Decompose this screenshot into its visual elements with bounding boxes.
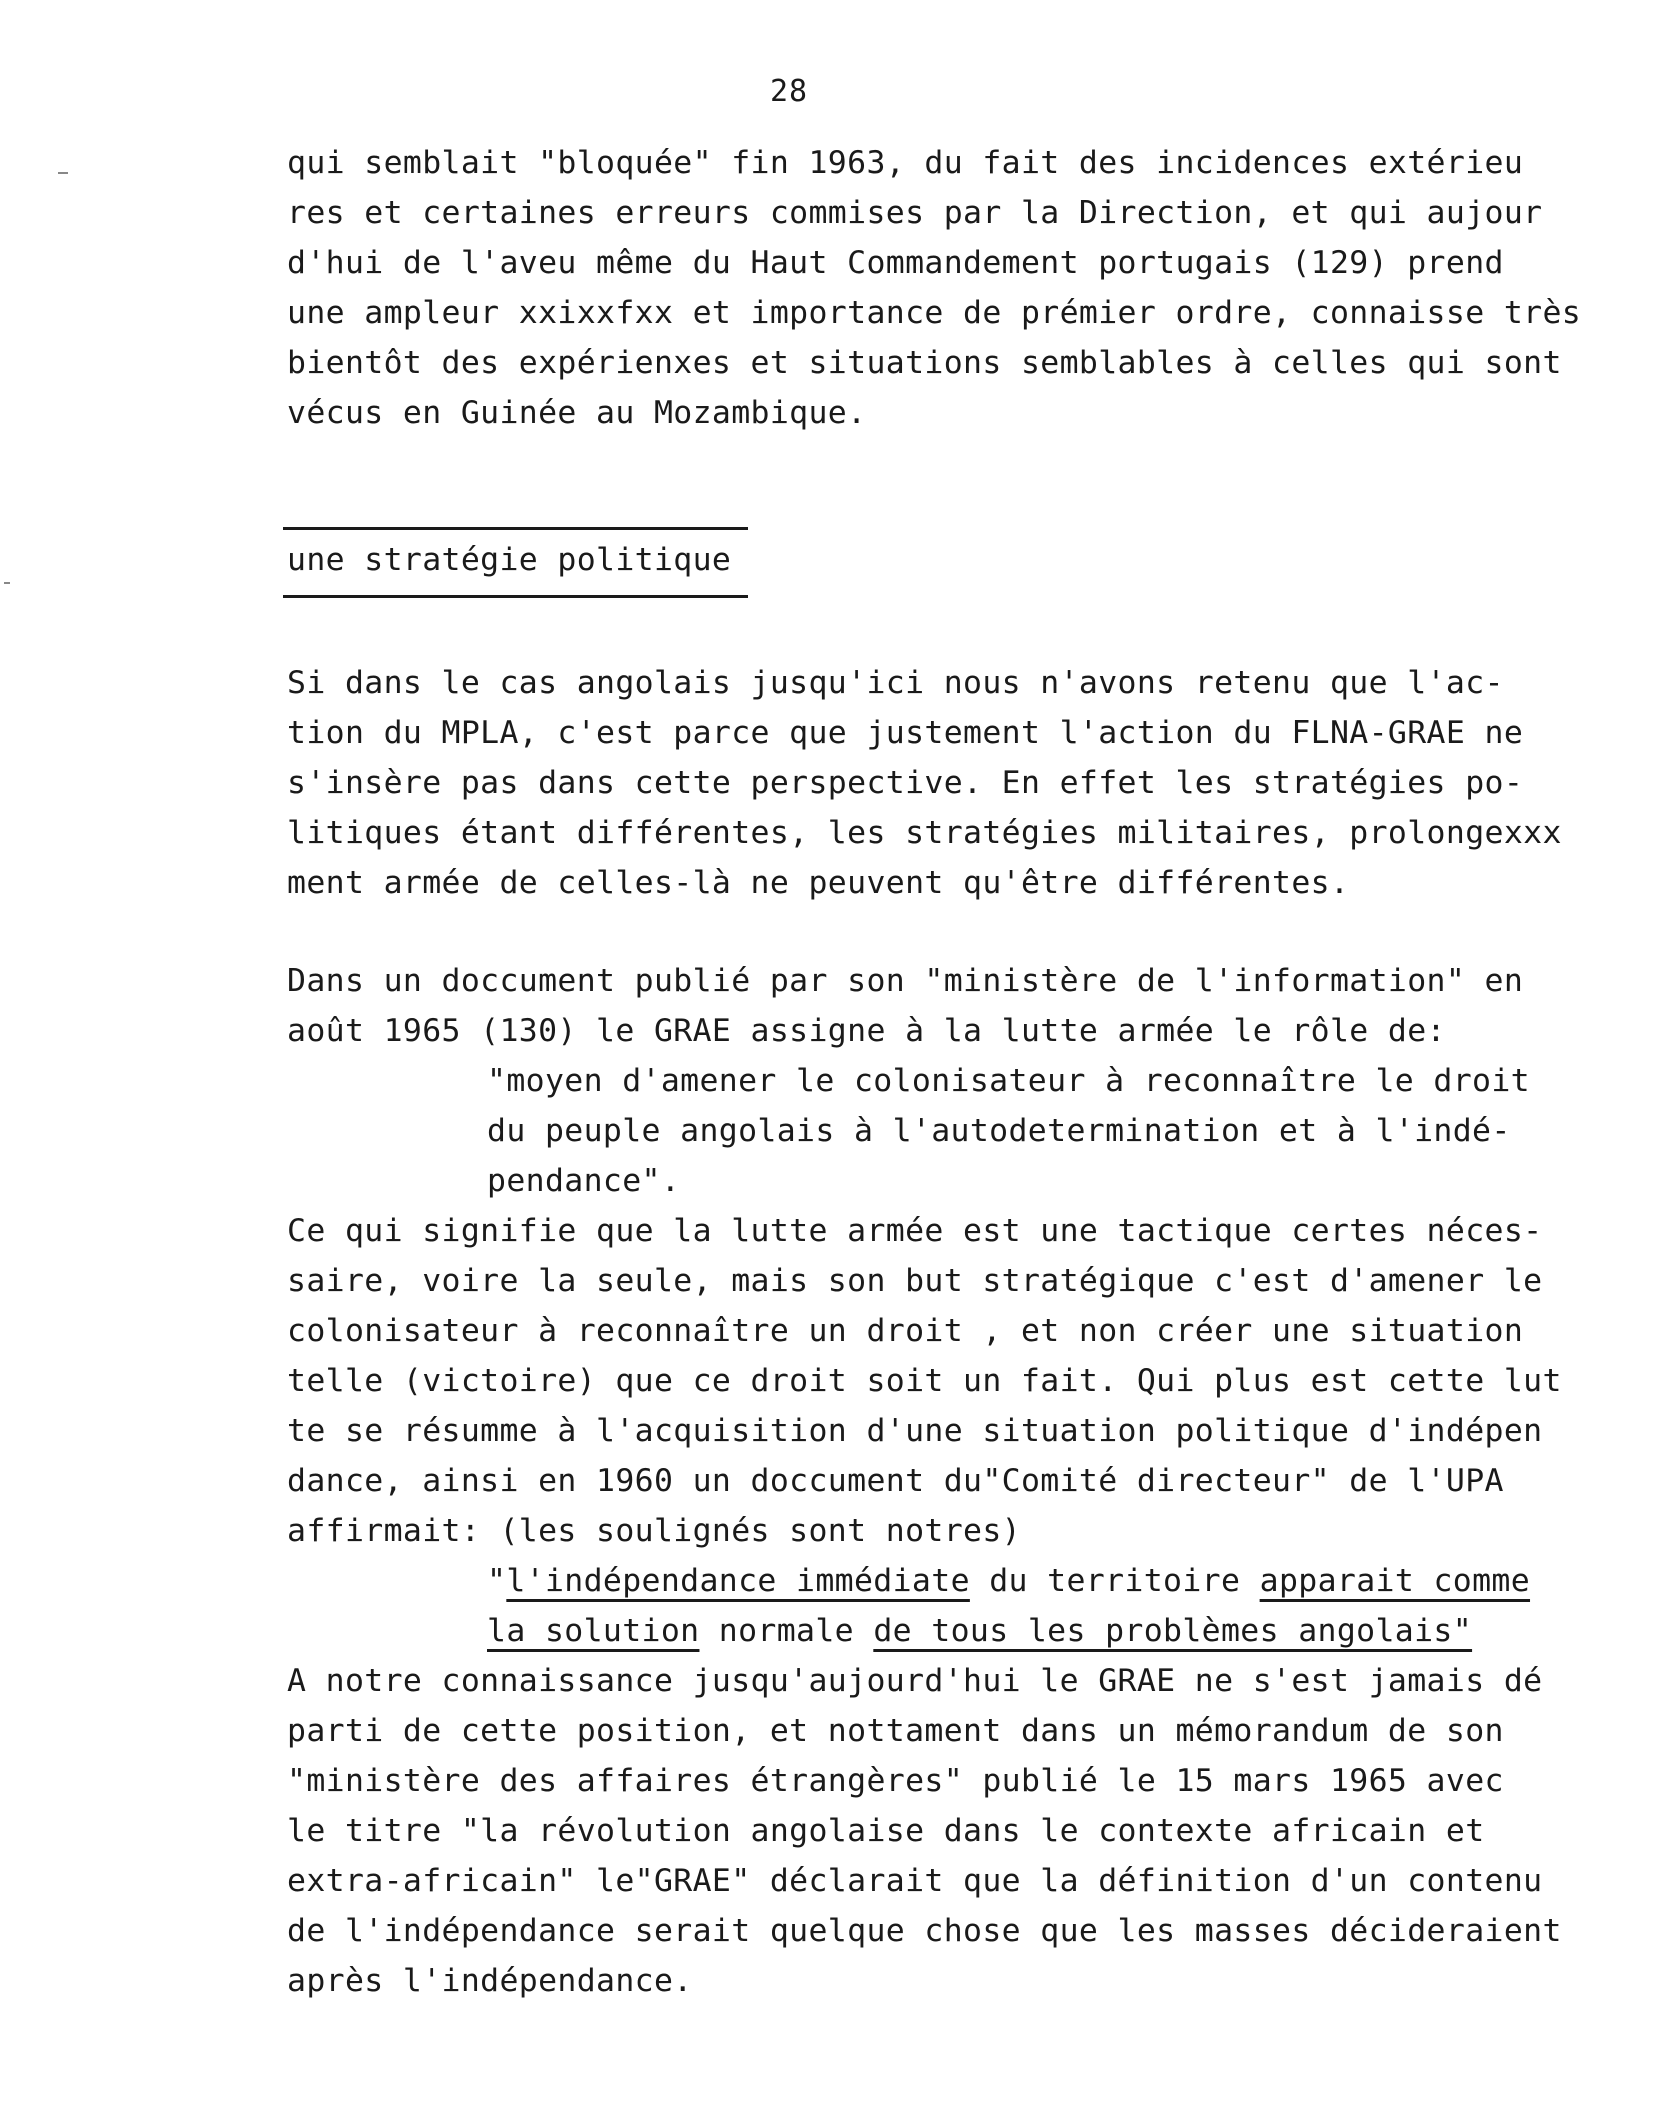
- text-line: qui semblait "bloquée" fin 1963, du fait des incidences extérieu: [287, 145, 1524, 181]
- text-line: colonisateur à reconnaître un droit , et non créer une situation: [287, 1313, 1524, 1349]
- text-line: tion du MPLA, c'est parce que justement l'action du FLNA-GRAE ne: [287, 715, 1524, 751]
- plain-phrase: du territoire: [969, 1563, 1260, 1599]
- text-line: parti de cette position, et nottament dans un mémorandum de son: [287, 1713, 1504, 1749]
- scan-mark: [58, 172, 68, 174]
- heading-top-rule: [283, 527, 748, 530]
- heading-bottom-rule: [283, 595, 748, 598]
- text-line: affirmait: (les soulignés sont notres): [287, 1513, 1021, 1549]
- underlined-phrase: apparait comme: [1259, 1563, 1531, 1599]
- text-line: saire, voire la seule, mais son but stratégique c'est d'amener le: [287, 1263, 1543, 1299]
- text-line: dance, ainsi en 1960 un doccument du"Comité directeur" de l'UPA: [287, 1463, 1504, 1499]
- text-line: extra-africain" le"GRAE" déclarait que la définition d'un contenu: [287, 1863, 1543, 1899]
- scan-mark: [4, 582, 10, 584]
- text-line: d'hui de l'aveu même du Haut Commandement portugais (129) prend: [287, 245, 1504, 281]
- text-line: ment armée de celles-là ne peuvent qu'être différentes.: [287, 865, 1350, 901]
- section-heading: une stratégie politique: [287, 542, 732, 578]
- quote-line: [487, 1563, 1531, 1599]
- underlined-phrase: l'indépendance immédiate: [506, 1563, 970, 1599]
- text-line: une ampleur xxixxfxx et importance de prémier ordre, connaisse très: [287, 295, 1582, 331]
- text-line: telle (victoire) que ce droit soit un fait. Qui plus est cette lut: [287, 1363, 1562, 1399]
- quote-line: "moyen d'amener le colonisateur à reconnaître le droit: [487, 1063, 1530, 1099]
- quote-line: du peuple angolais à l'autodetermination et à l'indé-: [487, 1113, 1511, 1149]
- quote-line: [487, 1613, 1473, 1649]
- text-line: litiques étant différentes, les stratégies militaires, prolongexxx: [287, 815, 1562, 851]
- text-line: te se résumme à l'acquisition d'une situation politique d'indépen: [287, 1413, 1543, 1449]
- text-line: de l'indépendance serait quelque chose que les masses décideraient: [287, 1913, 1562, 1949]
- text-line: s'insère pas dans cette perspective. En effet les stratégies po-: [287, 765, 1524, 801]
- text-line: "ministère des affaires étrangères" publié le 15 mars 1965 avec: [287, 1763, 1504, 1799]
- text-line: res et certaines erreurs commises par la Direction, et qui aujour: [287, 195, 1543, 231]
- quote-line: pendance".: [487, 1163, 681, 1199]
- text-line: août 1965 (130) le GRAE assigne à la lutte armée le rôle de:: [287, 1013, 1446, 1049]
- text-line: le titre "la révolution angolaise dans le contexte africain et: [287, 1813, 1485, 1849]
- text-line: après l'indépendance.: [287, 1963, 693, 1999]
- plain-phrase: normale: [699, 1613, 874, 1649]
- quote-open-mark: ": [487, 1563, 507, 1599]
- underlined-phrase: de tous les problèmes angolais": [873, 1613, 1473, 1649]
- text-line: Dans un doccument publié par son "ministère de l'information" en: [287, 963, 1524, 999]
- text-line: Si dans le cas angolais jusqu'ici nous n'avons retenu que l'ac-: [287, 665, 1504, 701]
- text-line: bientôt des expérienxes et situations semblables à celles qui sont: [287, 345, 1562, 381]
- page-number: 28: [770, 74, 809, 109]
- text-line: Ce qui signifie que la lutte armée est une tactique certes néces-: [287, 1213, 1543, 1249]
- text-line: vécus en Guinée au Mozambique.: [287, 395, 867, 431]
- text-line: A notre connaissance jusqu'aujourd'hui le GRAE ne s'est jamais dé: [287, 1663, 1543, 1699]
- underlined-phrase: la solution: [487, 1613, 700, 1649]
